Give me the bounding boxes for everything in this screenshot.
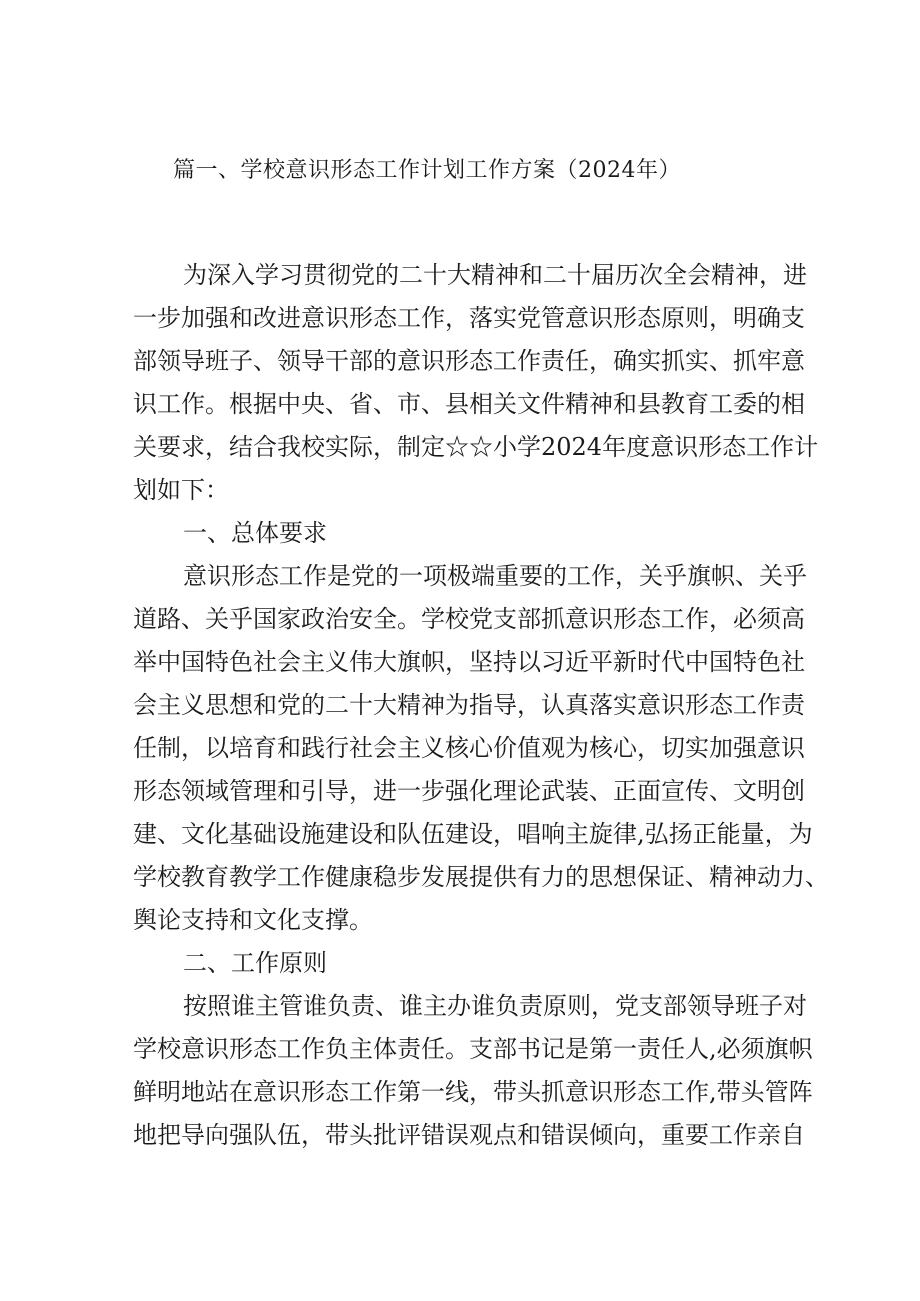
intro-line-3: 部领导班子、领导干部的意识形态工作责任，确实抓实、抓牢意 (133, 347, 805, 375)
intro-line-6: 划如下： (133, 476, 229, 504)
section1-line-5: 任制，以培育和践行社会主义核心价值观为核心，切实加强意识 (133, 734, 805, 762)
section1-line-8: 学校教育教学工作健康稳步发展提供有力的思想保证、精神动力、 (133, 863, 829, 891)
section2-line-2: 学校意识形态工作负主体责任。支部书记是第一责任人,必须旗帜 (133, 1035, 813, 1063)
section2-line-3: 鲜明地站在意识形态工作第一线，带头抓意识形态工作,带头管阵 (133, 1078, 813, 1106)
section1-line-2: 道路、关乎国家政治安全。学校党支部抓意识形态工作，必须高 (133, 605, 805, 633)
document-title: 篇一、学校意识形态工作计划工作方案（2024年） (173, 158, 681, 183)
intro-line-5: 关要求，结合我校实际，制定☆☆小学2024年度意识形态工作计 (133, 433, 819, 461)
section2-line-4: 地把导向强队伍，带头批评错误观点和错误倾向，重要工作亲自 (133, 1121, 805, 1149)
intro-line-1: 为深入学习贯彻党的二十大精神和二十届历次全会精神，进 (183, 261, 807, 289)
section2-heading: 二、工作原则 (183, 949, 327, 977)
section2-line-1: 按照谁主管谁负责、谁主办谁负责原则，党支部领导班子对 (183, 992, 807, 1020)
section1-line-7: 建、文化基础设施建设和队伍建设，唱响主旋律,弘扬正能量，为 (133, 820, 813, 848)
section1-line-6: 形态领域管理和引导，进一步强化理论武装、正面宣传、文明创 (133, 777, 805, 805)
section1-heading: 一、总体要求 (183, 519, 327, 547)
section1-line-3: 举中国特色社会主义伟大旗帜，坚持以习近平新时代中国特色社 (133, 648, 805, 676)
section1-line-1: 意识形态工作是党的一项极端重要的工作，关乎旗帜、关乎 (183, 562, 807, 590)
section1-line-4: 会主义思想和党的二十大精神为指导，认真落实意识形态工作责 (133, 691, 805, 719)
intro-line-4: 识工作。根据中央、省、市、县相关文件精神和县教育工委的相 (133, 390, 805, 418)
intro-line-2: 一步加强和改进意识形态工作，落实党管意识形态原则，明确支 (133, 304, 805, 332)
section1-line-9: 舆论支持和文化支撑。 (133, 906, 373, 934)
